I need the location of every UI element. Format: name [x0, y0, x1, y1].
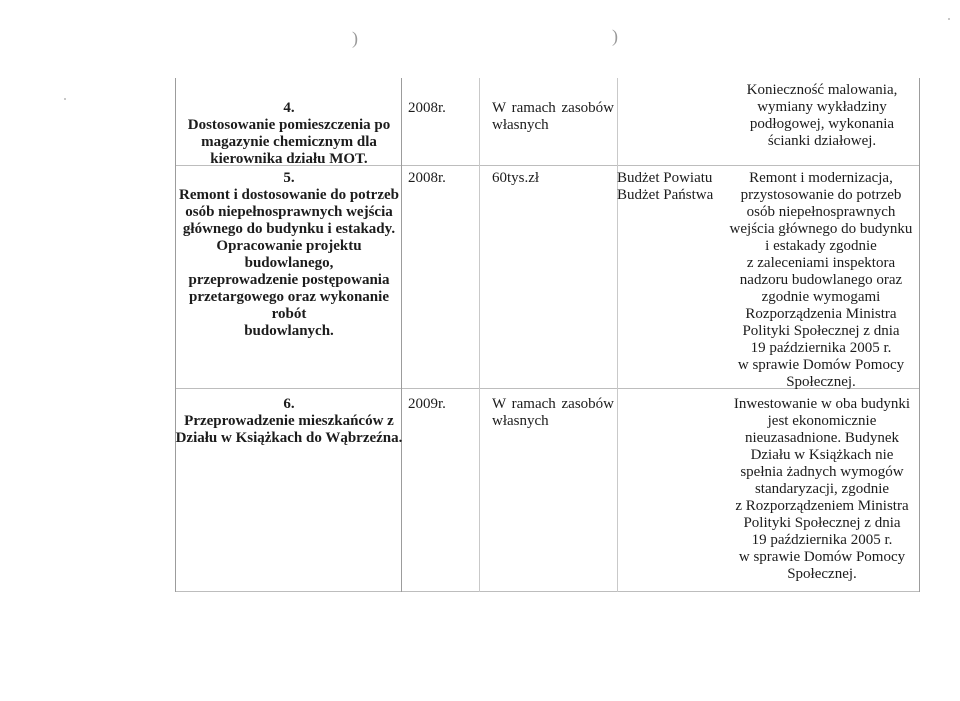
row-5-year: 2008r.: [408, 170, 446, 186]
row-5-title-line: Remont i dostosowanie do potrzeb: [179, 187, 399, 203]
column-divider: [479, 78, 480, 592]
row-6-justification-line: Polityki Społecznej z dnia: [743, 515, 901, 531]
column-divider: [919, 78, 920, 592]
row-5-cost: 60tys.zł: [492, 170, 540, 186]
row-6-title-line: Przeprowadzenie mieszkańców z: [184, 413, 394, 429]
scan-artifact-right: ): [612, 26, 618, 46]
row-5-title-line: budowlanych.: [244, 323, 334, 339]
row-5-number: 5.: [283, 170, 295, 186]
row-4-justification-line: podłogowej, wykonania: [749, 116, 895, 132]
row-6-cost-line: W ramach zasobów: [492, 396, 614, 412]
row-4-task: [179, 100, 399, 168]
row-5-justification-line: w sprawie Domów Pomocy: [737, 357, 905, 373]
row-6-justification-line: Działu w Książkach nie: [750, 447, 894, 463]
row-6-justification: [725, 396, 919, 583]
row-5-justification-line: Społecznej.: [786, 374, 856, 390]
row-5-justification-line: 19 października 2005 r.: [750, 340, 892, 356]
row-5-justification: [723, 170, 919, 391]
row-6-task: [175, 396, 403, 447]
row-6-justification-line: w sprawie Domów Pomocy: [738, 549, 906, 565]
row-6-cost: [492, 396, 614, 430]
row-5-justification-line: wejścia głównego do budynku: [729, 221, 913, 237]
scan-artifact-left: ): [352, 28, 358, 48]
row-5-justification-line: nadzoru budowlanego oraz: [739, 272, 903, 288]
row-5-title-line: Opracowanie projektu budowlanego,: [216, 238, 362, 271]
row-5-justification-line: przystosowanie do potrzeb: [740, 187, 902, 203]
row-6-justification-line: standaryzacji, zgodnie: [754, 481, 890, 497]
row-6-justification-line: nieuzasadnione. Budynek: [744, 430, 900, 446]
scan-speck: [948, 18, 950, 20]
row-5-justification-line: osób niepełnosprawnych: [746, 204, 896, 220]
row-5-justification-line: Remont i modernizacja,: [749, 170, 893, 186]
investment-table: [175, 78, 920, 592]
row-6-year: 2009r.: [408, 396, 446, 412]
row-6-justification-line: spełnia żadnych wymogów: [740, 464, 904, 480]
row-6-justification-line: Społecznej.: [787, 566, 857, 582]
row-4-number: 4.: [283, 100, 295, 116]
table-bottom-border: [175, 591, 920, 592]
row-5-title-line: przeprowadzenie postępowania: [188, 272, 390, 288]
row-5-title-line: przetargowego oraz wykonanie robót: [189, 289, 389, 322]
row-5-task: [175, 170, 403, 340]
row-6-justification-line: jest ekonomicznie: [767, 413, 877, 429]
row-4-cost-line: własnych: [492, 117, 549, 133]
row-4-justification: [727, 82, 917, 150]
row-4-justification-line: ścianki działowej.: [767, 133, 877, 149]
row-4-cost-line: W ramach zasobów: [492, 100, 614, 116]
row-5-title-line: osób niepełnosprawnych wejścia: [185, 204, 393, 220]
row-5-justification-line: Rozporządzenia Ministra: [745, 306, 897, 322]
row-4-cost: [492, 100, 614, 134]
row-5-funding-line: Budżet Powiatu: [617, 170, 713, 186]
row-4-year: 2008r.: [408, 100, 446, 116]
row-6-justification-line: Inwestowanie w oba budynki: [733, 396, 911, 412]
row-4-justification-line: wymiany wykładziny: [757, 99, 887, 115]
row-5-justification-line: i estakady zgodnie: [765, 238, 877, 254]
row-5-funding-line: Budżet Państwa: [617, 187, 714, 203]
row-5-justification-line: Polityki Społecznej z dnia: [742, 323, 900, 339]
column-divider: [617, 78, 618, 592]
row-6-cost-line: własnych: [492, 413, 549, 429]
row-4-title-line: kierownika działu MOT.: [210, 151, 368, 167]
row-6-justification-line: 19 października 2005 r.: [751, 532, 893, 548]
row-5-justification-line: zgodnie wymogami: [761, 289, 881, 305]
row-4-title-line: Dostosowanie pomieszczenia po: [187, 117, 391, 133]
scan-speck: [64, 98, 66, 100]
row-5-title-line: głównego do budynku i estakady.: [182, 221, 396, 237]
row-4-title-line: magazynie chemicznym dla: [201, 134, 377, 150]
row-6-number: 6.: [283, 396, 295, 412]
row-6-title-line: Działu w Książkach do Wąbrzeźna.: [175, 430, 403, 446]
row-5-justification-line: z zaleceniami inspektora: [746, 255, 896, 271]
row-6-justification-line: z Rozporządzeniem Ministra: [735, 498, 909, 514]
row-5-funding-source: [617, 170, 725, 204]
row-4-justification-line: Konieczność malowania,: [746, 82, 898, 98]
